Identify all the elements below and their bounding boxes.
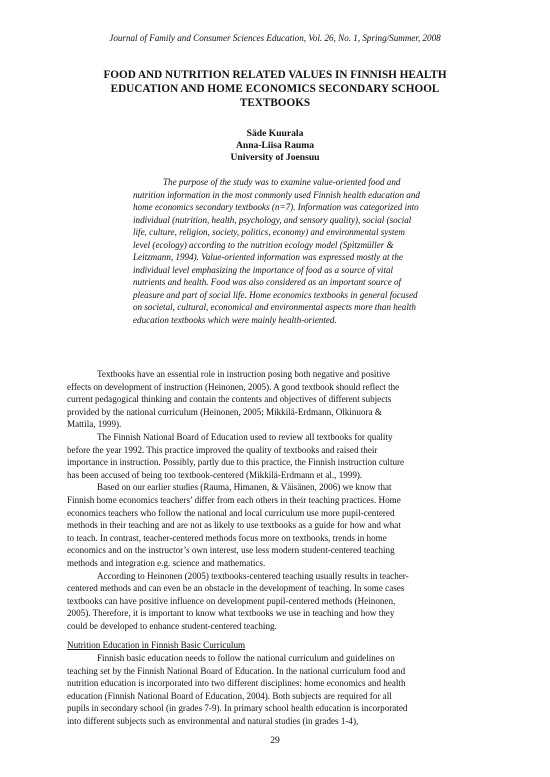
abstract-line: life, culture, religion, society, politics, economy) and environmental system	[133, 227, 405, 238]
abstract-line: education textbooks which were mainly health-oriented.	[133, 315, 337, 326]
body-line: Mattila, 1999).	[67, 419, 122, 430]
body-line: Based on our earlier studies (Rauma, Himanen, & Väisänen, 2006) we know that	[97, 482, 392, 493]
body-line: to teach. In contrast, teacher-centered methods focus more on textbooks, trends in home	[67, 532, 387, 543]
title-line: FOOD AND NUTRITION RELATED VALUES IN FINNISH HEALTH	[103, 69, 447, 81]
title-line: EDUCATION AND HOME ECONOMICS SECONDARY SCHOOL	[110, 83, 440, 95]
body-line: centered methods and can even be an obstacle in the development of teaching. In some cases	[67, 583, 405, 594]
author-name: Säde Kuurala	[246, 128, 304, 139]
section-heading: Nutrition Education in Finnish Basic Curriculum	[67, 640, 246, 651]
body-line: could be developed to enhance student-centered teaching.	[67, 620, 277, 631]
body-line: teaching set by the Finnish National Board of Education. In the national curriculum food and	[67, 665, 406, 676]
body-line: economics and on the instructor’s own interest, use less modern student-centered teaching	[67, 545, 395, 556]
body-line: current pedagogical thinking and contain the contents and objectives of different subjects	[67, 394, 392, 405]
body-line: 2005). Therefore, it is important to know what textbooks we use in teaching and how they	[67, 608, 395, 619]
body-line: economics teachers who follow the national and local curriculum use more pupil-centered	[67, 507, 395, 518]
body-line: importance in instruction. Possibly, partly due to this practice, the Finnish instruction culture	[67, 457, 405, 468]
abstract-line: nutrients and health. Food was also considered as an important source of	[133, 277, 402, 288]
title-line: TEXTBOOKS	[239, 97, 311, 109]
article-title	[68, 68, 482, 110]
running-header: Journal of Family and Consumer Sciences Education, Vol. 26, No. 1, Spring/Summer, 2008	[109, 33, 441, 43]
section-spacer	[67, 632, 487, 639]
abstract-line: individual level emphasizing the importance of food as a source of vital	[133, 264, 394, 275]
article-body	[67, 368, 487, 728]
body-line: According to Heinonen (2005) textbooks-centered teaching usually results in teacher-	[97, 570, 409, 581]
author-affiliation: University of Joensuu	[230, 152, 320, 164]
body-line: Finnish basic education needs to follow the national curriculum and guidelines on	[97, 653, 395, 664]
body-line: methods and integration e.g. science and mathematics.	[67, 557, 266, 568]
body-line: provided by the national curriculum (Heinonen, 2005; Mikkilä-Erdmann, Olkinuora &	[67, 406, 382, 417]
author-name: Anna-Liisa Rauma	[235, 140, 315, 152]
abstract-line: The purpose of the study was to examine value-oriented food and	[163, 177, 401, 187]
body-line: has been accused of being too textbook-centered (Mikkilä-Erdmann et al., 1999).	[67, 469, 363, 480]
abstract-line: individual (nutrition, health, psychology, and sensory quality), social (social	[133, 214, 412, 225]
page-number: 29	[270, 735, 280, 746]
body-line: education (Finnish National Board of Education, 2004). Both subjects are required for all	[67, 690, 392, 701]
abstract-line: on societal, cultural, economical and environmental aspects more than health	[133, 302, 416, 313]
abstract-line: pleasure and part of social life. Home economics textbooks in general focused	[133, 289, 418, 300]
abstract-line: level (ecology) according to the nutrition ecology model (Spitzmüller &	[133, 239, 394, 250]
body-line: pupils in secondary school (in grades 7-9). In primary school health education is incorporated	[67, 703, 408, 714]
body-line: nutrition education is incorporated into two different disciplines: home economics and health	[67, 678, 406, 689]
body-line: effects on development of instruction (Heinonen, 2005). A good textbook should reflect the	[67, 381, 400, 392]
body-line: textbooks can have positive influence on development pupil-centered methods (Heinonen,	[67, 595, 396, 606]
abstract-line: Leitzmann, 1994). Value-oriented information was expressed mostly at the	[133, 252, 403, 263]
body-line: methods in their teaching and are not as likely to use textbooks as a guide for how and what	[67, 520, 401, 531]
abstract-line: home economics secondary textbooks (n=7). Information was categorized into	[133, 202, 419, 213]
body-line: before the year 1992. This practice improved the quality of textbooks and raised their	[67, 444, 378, 455]
body-line: Textbooks have an essential role in instruction posing both negative and positive	[97, 369, 391, 379]
body-line: Finnish home economics teachers’ differ from each others in their teaching practices. Home	[67, 494, 401, 505]
abstract	[133, 176, 433, 327]
body-line: The Finnish National Board of Education used to review all textbooks for quality	[97, 431, 393, 442]
body-line: into different subjects such as environmental and natural studies (in grades 1-4),	[67, 716, 359, 727]
abstract-line: nutrition information in the most commonly used Finnish health education and	[133, 189, 420, 200]
author-block	[0, 128, 550, 165]
